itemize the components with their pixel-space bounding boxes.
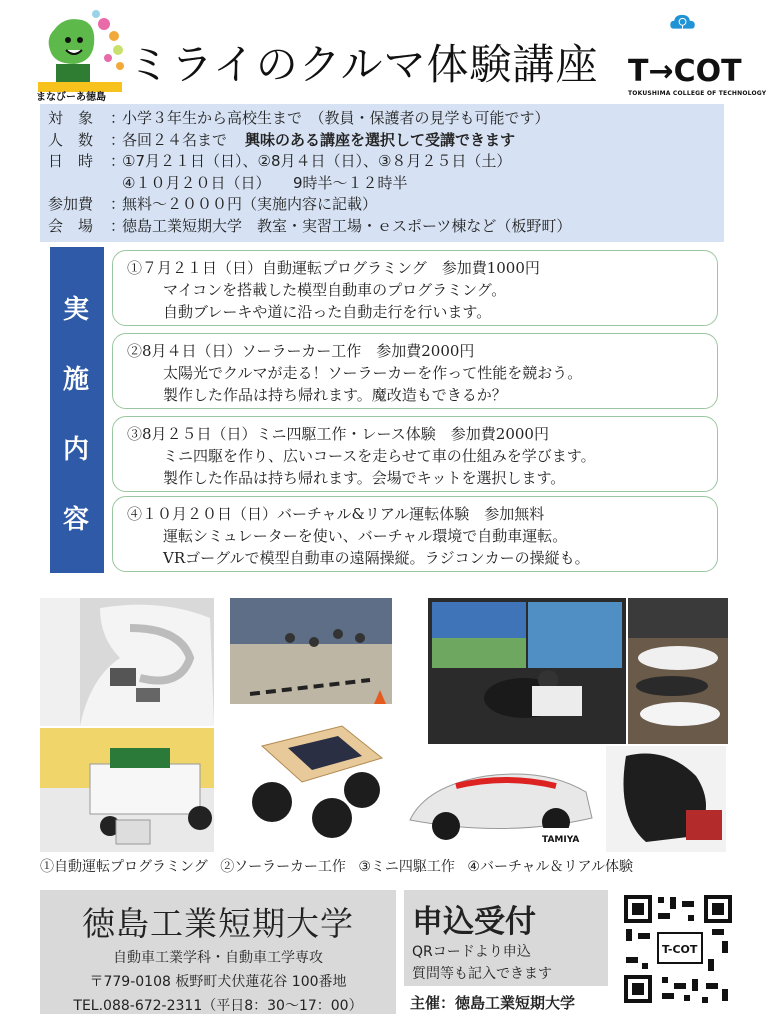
course-title: ②8月４日（日）ソーラーカー工作 参加費2000円 xyxy=(127,342,475,360)
venue-label: 会 場 xyxy=(48,216,94,235)
course-title: ④１０月２０日（日）バーチャル&リアル運転体験 参加無料 xyxy=(127,505,545,523)
page-title: ミライのクルマ体験講座 xyxy=(128,40,599,89)
course-desc: 製作した作品は持ち帰れます。魔改造もできるか？ xyxy=(163,386,507,404)
colon: ： xyxy=(110,195,126,213)
info-row-date xyxy=(48,151,716,173)
course-desc: 製作した作品は持ち帰れます。会場でキットを選択します。 xyxy=(163,469,566,487)
application-box xyxy=(404,890,608,986)
organizer: 主催：徳島工業短期大学 xyxy=(410,994,576,1012)
content-side-label xyxy=(50,247,104,573)
photo-robot-car xyxy=(40,728,214,852)
photo-driving-simulator xyxy=(428,598,626,744)
qr-label: T-COT xyxy=(662,943,698,956)
venue-value: 徳島工業短期大学 教室・実習工場・ｅスポーツ棟など（板野町） xyxy=(122,216,572,235)
course-card-2 xyxy=(112,333,718,409)
caption-2: ②ソーラーカー工作 xyxy=(220,859,346,875)
course-card-4 xyxy=(112,496,718,572)
colon: ： xyxy=(110,109,126,127)
mascot-label: まなびーあ徳島 xyxy=(36,92,106,103)
date-value-2: ④１０月２０日（日） 9時半～１２時半 xyxy=(122,173,408,192)
people-label: 人 数 xyxy=(48,130,94,149)
photo-mini4wd-car xyxy=(396,746,604,852)
university-dept: 自動車工業学科・自動車工学専攻 xyxy=(113,950,323,966)
tcot-logo-subtitle: TOKUSHIMA COLLEGE OF TECHNOLOGY xyxy=(628,90,767,97)
info-row-fee xyxy=(48,194,716,216)
caption-1: ①自動運転プログラミング xyxy=(40,859,208,875)
people-note: 興味のある講座を選択して受講できます xyxy=(245,130,516,149)
course-desc: 太陽光でクルマが走る！ソーラーカーを作って性能を競おう。 xyxy=(163,364,583,382)
colon: ： xyxy=(110,216,126,235)
tamiya-logo: TAMIYA xyxy=(542,835,580,845)
people-value: 各回２４名まで xyxy=(122,130,228,149)
course-card-1 xyxy=(112,250,718,326)
info-panel xyxy=(40,104,724,242)
university-box xyxy=(40,890,396,1014)
side-char: 容 xyxy=(63,505,90,535)
course-title: ①７月２１日（日）自動運転プログラミング 参加費1000円 xyxy=(127,259,540,277)
photo-captions xyxy=(40,856,641,876)
tcot-logo-icon xyxy=(628,12,740,56)
university-address: 〒779-0108 板野町犬伏蓮花谷 100番地 xyxy=(89,974,347,990)
info-row-date-2 xyxy=(48,173,716,195)
target-label: 対 象 xyxy=(48,109,94,127)
date-value-1: ①7月２１日（日）、②8月４日（日）、③８月２５日（土） xyxy=(122,152,512,170)
fee-label: 参加費 xyxy=(48,195,94,213)
photo-solar-car xyxy=(232,706,396,852)
side-char: 内 xyxy=(63,435,90,465)
date-label: 日 時 xyxy=(48,152,94,170)
apply-line: 質問等も記入できます xyxy=(412,966,552,982)
caption-3: ③ミニ四駆工作 xyxy=(358,859,455,875)
colon: ： xyxy=(110,152,126,170)
side-char: 施 xyxy=(63,365,90,395)
course-card-3 xyxy=(112,416,718,492)
photo-autonomous-course xyxy=(40,598,214,726)
info-row-people xyxy=(48,130,716,152)
apply-title: 申込受付 xyxy=(412,904,536,940)
colon: ： xyxy=(110,130,126,149)
info-row-venue xyxy=(48,216,716,238)
photo-rc-cars xyxy=(628,598,728,744)
qr-code[interactable] xyxy=(622,893,734,1005)
info-row-target xyxy=(48,108,716,130)
photo-outdoor-event xyxy=(230,598,392,704)
caption-4: ④バーチャル＆リアル体験 xyxy=(467,859,633,875)
course-desc: 自動ブレーキや道に沿った自動走行を行います。 xyxy=(163,303,492,321)
course-title: ③8月２５日（日）ミニ四駆工作・レース体験 参加費2000円 xyxy=(127,425,549,443)
university-tel: TEL.088-672-2311（平日8：30～17：00） xyxy=(73,998,363,1014)
apply-line: QRコードより申込 xyxy=(412,944,531,960)
course-desc: 運転シミュレーターを使い、バーチャル環境で自動車運転。 xyxy=(163,527,568,545)
fee-value: 無料～２０００円（実施内容に記載） xyxy=(122,195,378,213)
course-desc: マイコンを搭載した模型自動車のプログラミング。 xyxy=(163,281,507,299)
tcot-logo-text: T→COT xyxy=(628,54,742,89)
university-name: 徳島工業短期大学 xyxy=(82,904,354,943)
target-value: 小学３年生から高校生まで （教員・保護者の見学も可能です） xyxy=(122,109,550,127)
course-desc: VRゴーグルで模型自動車の遠隔操縦。ラジコンカーの操縦も。 xyxy=(163,549,590,567)
course-desc: ミニ四駆を作り、広いコースを走らせて車の仕組みを学びます。 xyxy=(163,447,596,465)
side-char: 実 xyxy=(63,295,90,325)
photo-vr-controller xyxy=(606,746,726,852)
